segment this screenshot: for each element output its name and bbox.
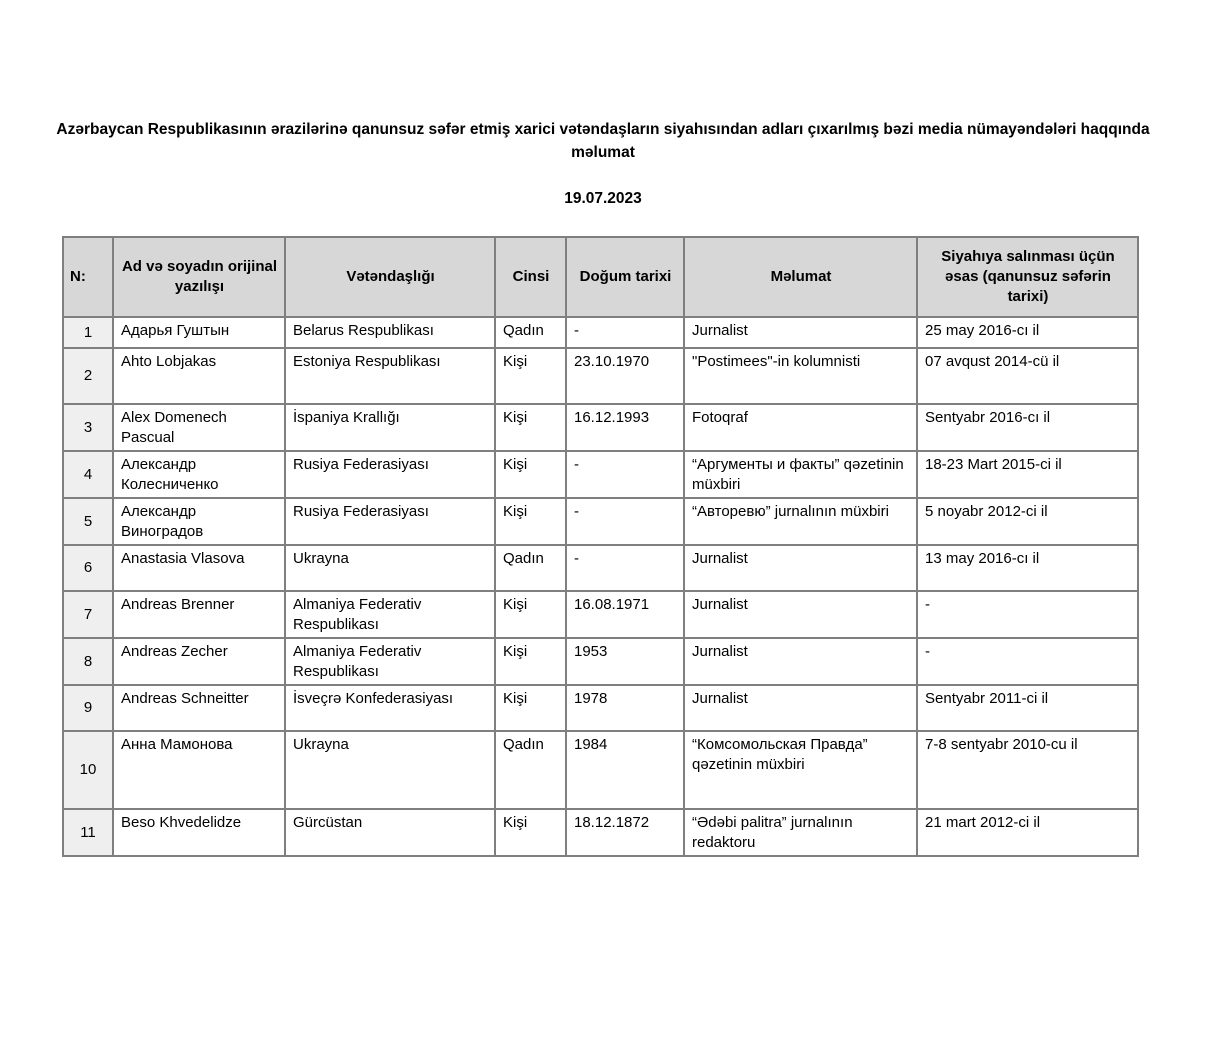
- data-cell: 7-8 sentyabr 2010-cu il: [917, 731, 1138, 809]
- data-cell: Kişi: [495, 638, 566, 685]
- column-header-5: Məlumat: [684, 237, 917, 317]
- table-row: [63, 638, 1138, 685]
- data-cell: Kişi: [495, 685, 566, 731]
- data-cell: Анна Мамонова: [113, 731, 285, 809]
- data-cell: Kişi: [495, 498, 566, 545]
- data-cell: -: [566, 545, 684, 591]
- table-row: [63, 451, 1138, 498]
- persons-table: [62, 236, 1139, 857]
- data-cell: Estoniya Respublikası: [285, 348, 495, 404]
- data-cell: 21 mart 2012-ci il: [917, 809, 1138, 856]
- data-cell: Александр Колесниченко: [113, 451, 285, 498]
- data-cell: Andreas Zecher: [113, 638, 285, 685]
- data-cell: -: [566, 317, 684, 348]
- data-cell: "Postimees"-in kolumnisti: [684, 348, 917, 404]
- data-cell: Jurnalist: [684, 545, 917, 591]
- data-cell: Beso Khvedelidze: [113, 809, 285, 856]
- column-header-1: Ad və soyadın orijinal yazılışı: [113, 237, 285, 317]
- row-number-cell: 11: [63, 809, 113, 856]
- data-cell: Kişi: [495, 451, 566, 498]
- data-cell: -: [917, 638, 1138, 685]
- data-cell: Kişi: [495, 348, 566, 404]
- data-cell: -: [917, 591, 1138, 638]
- data-cell: İspaniya Krallığı: [285, 404, 495, 451]
- data-cell: 18-23 Mart 2015-ci il: [917, 451, 1138, 498]
- data-cell: Kişi: [495, 404, 566, 451]
- data-cell: Sentyabr 2016-cı il: [917, 404, 1138, 451]
- data-cell: 1953: [566, 638, 684, 685]
- data-cell: “Аргументы и факты” qəzetinin müxbiri: [684, 451, 917, 498]
- row-number-cell: 8: [63, 638, 113, 685]
- data-cell: Andreas Brenner: [113, 591, 285, 638]
- document-page: [0, 118, 1206, 1046]
- table-row: [63, 498, 1138, 545]
- column-header-4: Doğum tarixi: [566, 237, 684, 317]
- data-cell: “Авторевю” jurnalının müxbiri: [684, 498, 917, 545]
- data-cell: 16.12.1993: [566, 404, 684, 451]
- data-cell: Sentyabr 2011-ci il: [917, 685, 1138, 731]
- data-cell: Almaniya Federativ Respublikası: [285, 591, 495, 638]
- data-cell: Qadın: [495, 317, 566, 348]
- document-title: Azərbaycan Respublikasının ərazilərinə qanunsuz səfər etmiş xarici vətəndaşların siyahısından adları çıxarılmış bəzi media nümayəndələri haqqında məlumat: [56, 121, 1150, 161]
- table-row: [63, 591, 1138, 638]
- row-number-cell: 9: [63, 685, 113, 731]
- data-cell: 13 may 2016-cı il: [917, 545, 1138, 591]
- data-cell: Kişi: [495, 809, 566, 856]
- row-number-cell: 7: [63, 591, 113, 638]
- data-cell: Qadın: [495, 545, 566, 591]
- data-cell: Rusiya Federasiyası: [285, 498, 495, 545]
- data-cell: Gürcüstan: [285, 809, 495, 856]
- data-cell: Almaniya Federativ Respublikası: [285, 638, 495, 685]
- data-cell: Fotoqraf: [684, 404, 917, 451]
- data-cell: Ukrayna: [285, 731, 495, 809]
- column-header-2: Vətəndaşlığı: [285, 237, 495, 317]
- table-body: [63, 317, 1138, 856]
- data-cell: Qadın: [495, 731, 566, 809]
- row-number-cell: 10: [63, 731, 113, 809]
- column-header-3: Cinsi: [495, 237, 566, 317]
- row-number-cell: 4: [63, 451, 113, 498]
- table-header-row: [63, 237, 1138, 317]
- data-cell: 07 avqust 2014-cü il: [917, 348, 1138, 404]
- data-cell: “Ədəbi palitra” jurnalının redaktoru: [684, 809, 917, 856]
- row-number-cell: 6: [63, 545, 113, 591]
- row-number-cell: 3: [63, 404, 113, 451]
- column-header-0: N:: [63, 237, 113, 317]
- table-row: [63, 685, 1138, 731]
- table-row: [63, 404, 1138, 451]
- data-cell: 18.12.1872: [566, 809, 684, 856]
- data-cell: 5 noyabr 2012-ci il: [917, 498, 1138, 545]
- data-cell: Anastasia Vlasova: [113, 545, 285, 591]
- data-cell: Alex Domenech Pascual: [113, 404, 285, 451]
- data-cell: Jurnalist: [684, 638, 917, 685]
- data-cell: 23.10.1970: [566, 348, 684, 404]
- data-cell: 1984: [566, 731, 684, 809]
- data-cell: Jurnalist: [684, 685, 917, 731]
- data-cell: 16.08.1971: [566, 591, 684, 638]
- data-cell: Александр Виноградов: [113, 498, 285, 545]
- data-cell: Belarus Respublikası: [285, 317, 495, 348]
- data-cell: Kişi: [495, 591, 566, 638]
- column-header-6: Siyahıya salınması üçün əsas (qanunsuz səfərin tarixi): [917, 237, 1138, 317]
- row-number-cell: 1: [63, 317, 113, 348]
- data-cell: -: [566, 498, 684, 545]
- document-date: 19.07.2023: [564, 190, 642, 207]
- table-header: [63, 237, 1138, 317]
- table-row: [63, 545, 1138, 591]
- data-cell: Адарья Гуштын: [113, 317, 285, 348]
- data-cell: -: [566, 451, 684, 498]
- data-cell: 25 may 2016-cı il: [917, 317, 1138, 348]
- data-cell: Ukrayna: [285, 545, 495, 591]
- data-cell: Jurnalist: [684, 591, 917, 638]
- table-row: [63, 348, 1138, 404]
- table-row: [63, 317, 1138, 348]
- data-cell: “Комсомольская Правда” qəzetinin müxbiri: [684, 731, 917, 809]
- data-cell: Andreas Schneitter: [113, 685, 285, 731]
- data-cell: Ahto Lobjakas: [113, 348, 285, 404]
- data-cell: İsveçrə Konfederasiyası: [285, 685, 495, 731]
- row-number-cell: 5: [63, 498, 113, 545]
- data-cell: Rusiya Federasiyası: [285, 451, 495, 498]
- data-cell: Jurnalist: [684, 317, 917, 348]
- table-row: [63, 809, 1138, 856]
- data-cell: 1978: [566, 685, 684, 731]
- row-number-cell: 2: [63, 348, 113, 404]
- table-row: [63, 731, 1138, 809]
